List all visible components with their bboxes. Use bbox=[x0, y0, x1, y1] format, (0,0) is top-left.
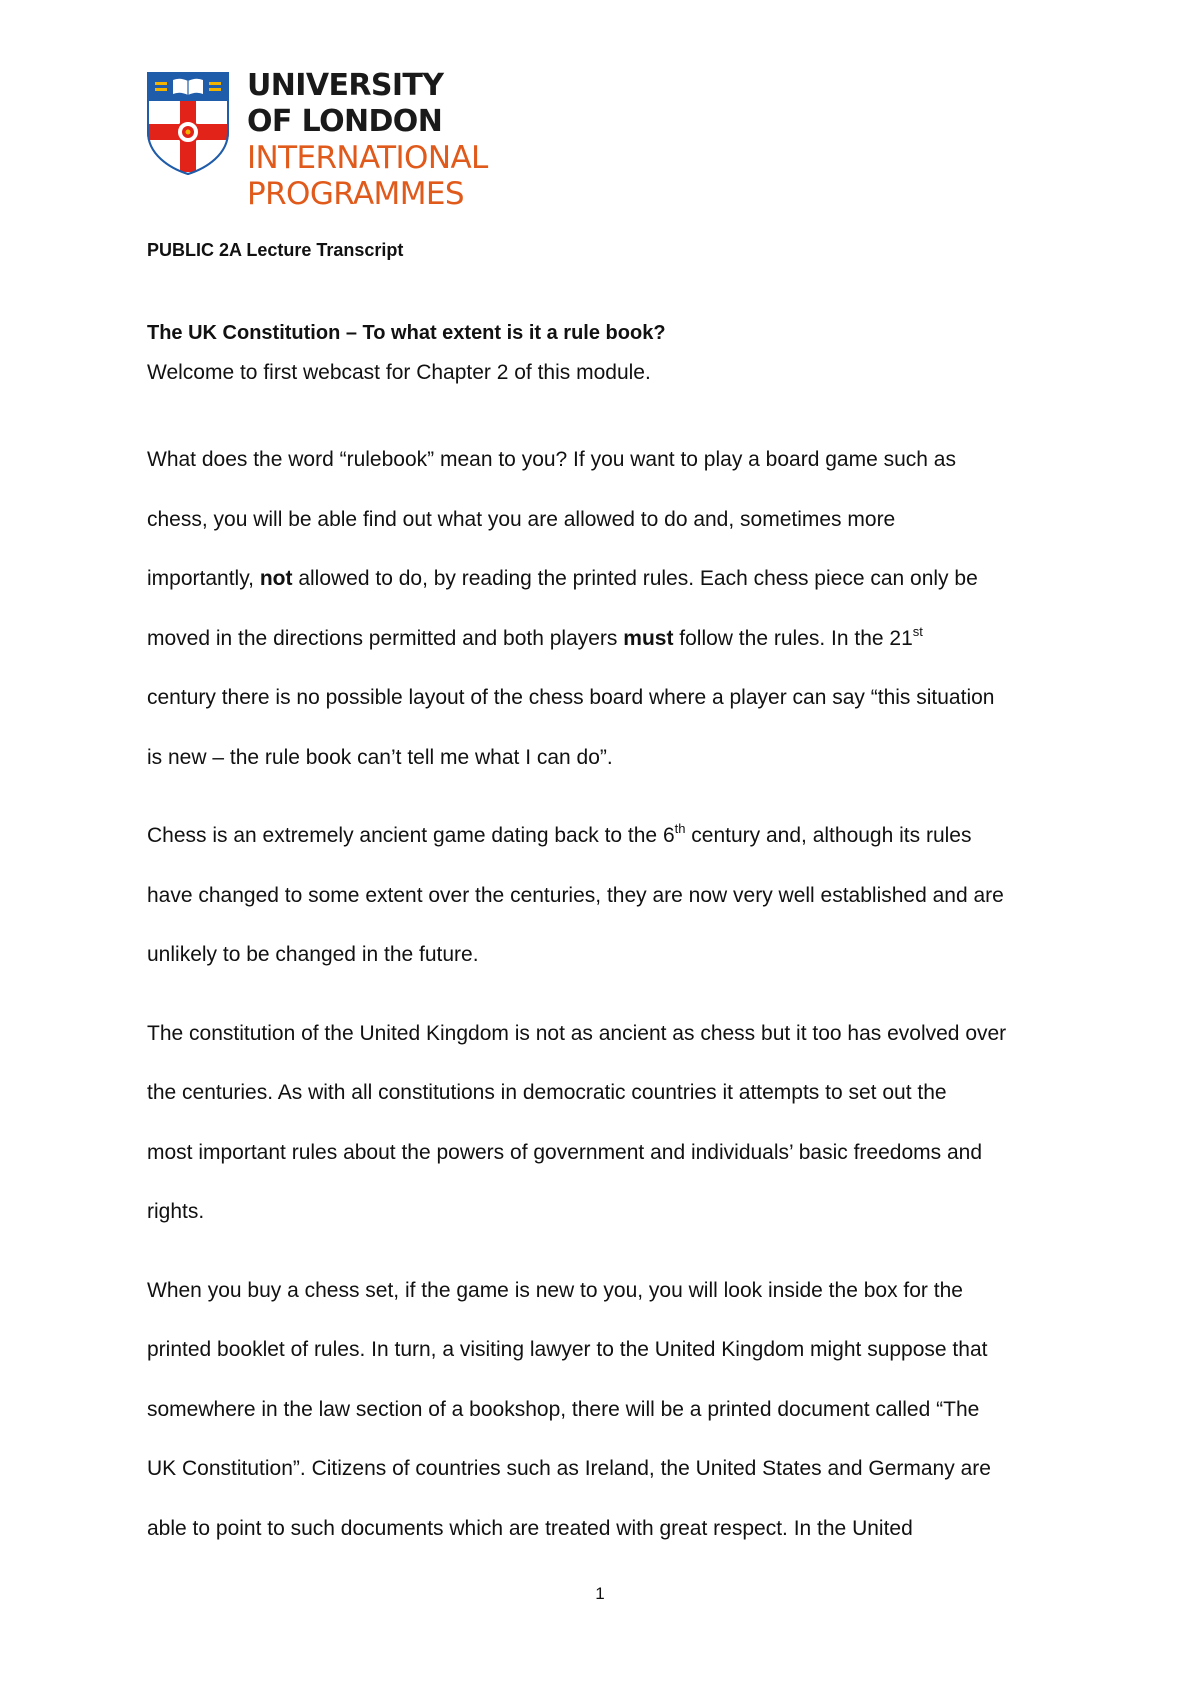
intro-line: Welcome to first webcast for Chapter 2 of this module. bbox=[147, 361, 651, 384]
text-line: have changed to some extent over the centuries, they are now very well established and are bbox=[147, 883, 1004, 907]
text-line: chess, you will be able find out what you are allowed to do and, sometimes more bbox=[147, 507, 896, 531]
paragraph-chess-set bbox=[147, 1261, 1067, 1559]
emphasis-not: not bbox=[259, 567, 293, 590]
paragraph-chess-history bbox=[147, 806, 1067, 985]
text-line bbox=[147, 549, 1067, 609]
text-line: century there is no possible layout of the chess board where a player can say “this situation bbox=[147, 686, 995, 709]
paragraph-uk-constitution bbox=[147, 1004, 1067, 1242]
text-line: able to point to such documents which are treated with great respect. In the United bbox=[147, 1516, 913, 1540]
emphasis-must: must bbox=[623, 626, 674, 650]
logo-line-international: INTERNATIONAL bbox=[247, 140, 488, 176]
ordinal-suffix: th bbox=[674, 821, 686, 836]
logo-wordmark bbox=[247, 68, 507, 212]
text-run: moved in the directions permitted and both players bbox=[147, 626, 624, 650]
coat-of-arms-icon bbox=[147, 72, 229, 175]
text-line: The constitution of the United Kingdom is not as ancient as chess but it too has evolved over bbox=[147, 1021, 1007, 1045]
text-line: When you buy a chess set, if the game is new to you, you will look inside the box for the bbox=[147, 1278, 963, 1302]
text-line: is new – the rule book can’t tell me what I can do”. bbox=[147, 745, 613, 769]
text-line bbox=[147, 609, 1067, 669]
text-line: the centuries. As with all constitutions in democratic countries it attempts to set out the bbox=[147, 1081, 947, 1104]
logo-line-programmes: PROGRAMMES bbox=[247, 176, 464, 212]
ordinal-suffix: st bbox=[912, 623, 923, 639]
text-run: importantly, bbox=[147, 567, 260, 590]
text-run: allowed to do, by reading the printed rules. Each chess piece can only be bbox=[292, 567, 978, 590]
text-line: unlikely to be changed in the future. bbox=[147, 943, 479, 966]
text-line: somewhere in the law section of a bookshop, there will be a printed document called “The bbox=[147, 1397, 980, 1421]
document-body bbox=[147, 318, 1067, 1577]
text-line: printed booklet of rules. In turn, a visiting lawyer to the United Kingdom might suppose that bbox=[147, 1338, 988, 1361]
text-line: most important rules about the powers of government and individuals’ basic freedoms and bbox=[147, 1140, 983, 1164]
text-run: follow the rules. In the 21 bbox=[673, 626, 913, 650]
text-run: century and, although its rules bbox=[685, 824, 972, 847]
text-line bbox=[147, 806, 1067, 866]
university-logo bbox=[147, 68, 507, 218]
text-line: What does the word “rulebook” mean to you? If you want to play a board game such as bbox=[147, 448, 956, 471]
text-line: UK Constitution”. Citizens of countries such as Ireland, the United States and Germany are bbox=[147, 1457, 991, 1480]
logo-line-university: UNIVERSITY bbox=[247, 68, 444, 103]
text-run: Chess is an extremely ancient game dating back to the 6 bbox=[147, 824, 675, 847]
paragraph-rulebook bbox=[147, 430, 1067, 787]
document-title: The UK Constitution – To what extent is it a rule book? bbox=[147, 322, 666, 344]
text-line: rights. bbox=[147, 1200, 205, 1223]
logo-line-of-london: OF LONDON bbox=[247, 104, 443, 139]
page-number: 1 bbox=[595, 1584, 605, 1603]
transcript-label: PUBLIC 2A Lecture Transcript bbox=[147, 240, 404, 260]
